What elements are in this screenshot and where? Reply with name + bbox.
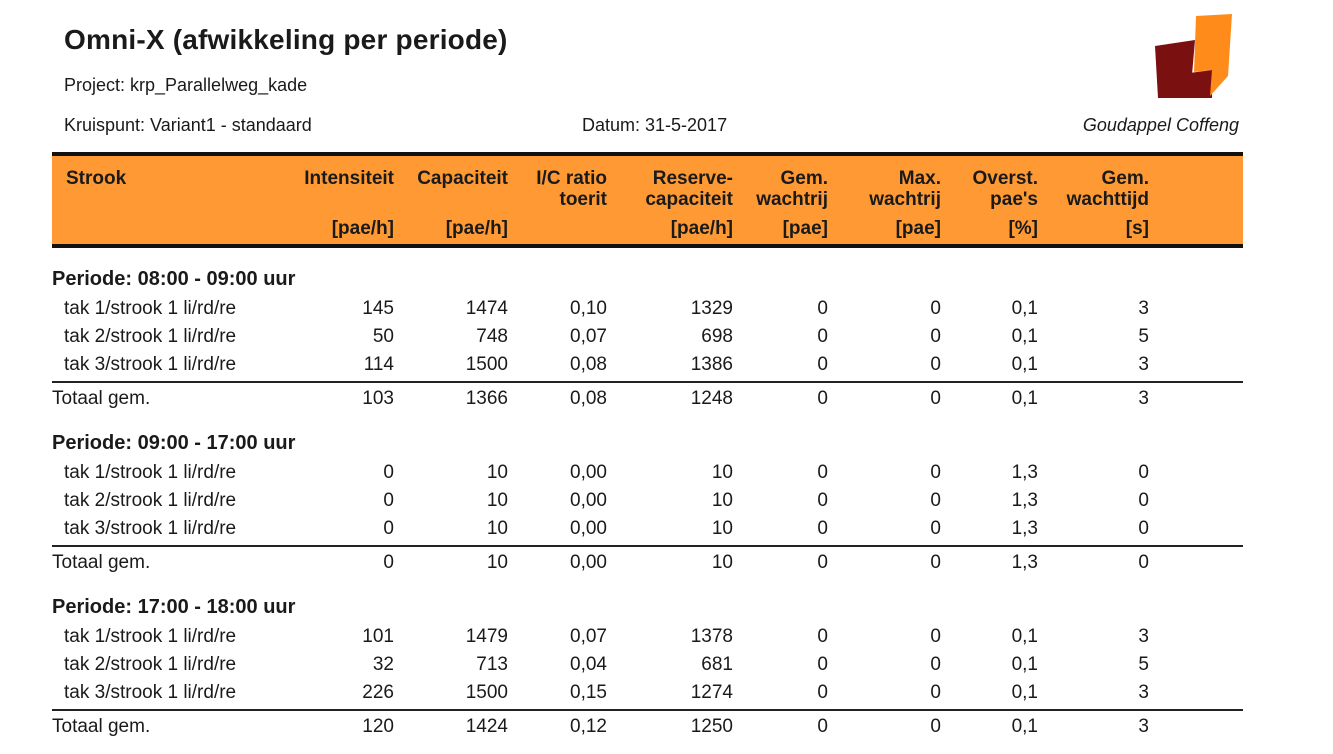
- cell-gem-wachttijd: 3: [1138, 354, 1149, 375]
- company-name: Goudappel Coffeng: [1082, 115, 1239, 135]
- cell-intensiteit: 0: [383, 490, 394, 511]
- kruispunt-label: Kruispunt: Variant1 - standaard: [64, 115, 312, 135]
- cell-intensiteit: 50: [372, 326, 394, 347]
- cell-reserve: 10: [711, 462, 733, 483]
- cell-capaciteit: 1424: [465, 716, 508, 737]
- cell-gem-wachtrij: 0: [817, 716, 828, 737]
- period-heading: Periode: 17:00 - 18:00 uur: [52, 596, 296, 618]
- total-label: Totaal gem.: [52, 716, 151, 737]
- cell-gem-wachtrij: 0: [817, 326, 828, 347]
- cell-reserve: 10: [711, 518, 733, 539]
- cell-gem-wachtrij: 0: [817, 354, 828, 375]
- datum-label: Datum: 31-5-2017: [582, 115, 728, 135]
- table-row: [52, 490, 1243, 516]
- header-gem-wachtrij-unit: [pae]: [782, 218, 828, 239]
- cell-overst: 1,3: [1011, 518, 1038, 539]
- cell-capaciteit: 1366: [465, 388, 508, 409]
- cell-reserve: 681: [701, 654, 733, 675]
- strook-label: tak 1/strook 1 li/rd/re: [64, 462, 237, 483]
- strook-label: tak 1/strook 1 li/rd/re: [64, 298, 237, 319]
- strook-label: tak 3/strook 1 li/rd/re: [64, 354, 237, 375]
- strook-label: tak 1/strook 1 li/rd/re: [64, 626, 237, 647]
- cell-max-wachtrij: 0: [930, 490, 941, 511]
- table-row: [52, 354, 1243, 380]
- total-row: [52, 388, 1243, 414]
- header-gem-wachttijd-unit: [s]: [1125, 218, 1149, 239]
- total-label: Totaal gem.: [52, 388, 151, 409]
- cell-gem-wachtrij: 0: [817, 518, 828, 539]
- cell-max-wachtrij: 0: [930, 654, 941, 675]
- cell-gem-wachttijd: 3: [1138, 626, 1149, 647]
- cell-intensiteit: 145: [362, 298, 394, 319]
- cell-gem-wachtrij: 0: [817, 490, 828, 511]
- cell-gem-wachttijd: 3: [1138, 682, 1149, 703]
- cell-capaciteit: 1479: [465, 626, 508, 647]
- cell-gem-wachttijd: 3: [1138, 298, 1149, 319]
- total-divider: [52, 709, 1243, 711]
- cell-reserve: 10: [711, 490, 733, 511]
- cell-capaciteit: 10: [486, 518, 508, 539]
- cell-reserve: 10: [711, 552, 733, 573]
- cell-overst: 0,1: [1011, 654, 1038, 675]
- cell-capaciteit: 1500: [465, 354, 508, 375]
- header-strook: Strook: [66, 168, 127, 189]
- cell-ic-ratio: 0,00: [570, 552, 607, 573]
- header-intensiteit-unit: [pae/h]: [331, 218, 394, 239]
- cell-ic-ratio: 0,00: [570, 490, 607, 511]
- cell-reserve: 1378: [690, 626, 733, 647]
- strook-label: tak 3/strook 1 li/rd/re: [64, 518, 237, 539]
- strook-label: tak 2/strook 1 li/rd/re: [64, 654, 237, 675]
- cell-reserve: 1386: [690, 354, 733, 375]
- header-overst-unit: [%]: [1008, 218, 1038, 239]
- cell-max-wachtrij: 0: [930, 716, 941, 737]
- header-max-wachtrij-unit: [pae]: [895, 218, 941, 239]
- table-row: [52, 682, 1243, 708]
- cell-gem-wachttijd: 3: [1138, 388, 1149, 409]
- cell-ic-ratio: 0,10: [570, 298, 607, 319]
- cell-intensiteit: 0: [383, 462, 394, 483]
- cell-capaciteit: 10: [486, 552, 508, 573]
- cell-reserve: 698: [701, 326, 733, 347]
- cell-intensiteit: 226: [362, 682, 394, 703]
- cell-ic-ratio: 0,08: [570, 388, 607, 409]
- cell-gem-wachttijd: 0: [1138, 462, 1149, 483]
- cell-capaciteit: 1474: [465, 298, 508, 319]
- cell-gem-wachtrij: 0: [817, 654, 828, 675]
- total-row: [52, 552, 1243, 578]
- header-capaciteit: Capaciteit: [417, 168, 508, 189]
- table-row: [52, 654, 1243, 680]
- total-row: [52, 716, 1243, 742]
- cell-overst: 0,1: [1011, 326, 1038, 347]
- table-row: [52, 326, 1243, 352]
- cell-capaciteit: 10: [486, 462, 508, 483]
- cell-capaciteit: 748: [476, 326, 508, 347]
- goudappel-coffeng-logo: [1150, 12, 1240, 102]
- cell-intensiteit: 103: [362, 388, 394, 409]
- cell-max-wachtrij: 0: [930, 518, 941, 539]
- table-header: [52, 152, 1243, 248]
- cell-intensiteit: 114: [363, 354, 394, 375]
- cell-reserve: 1329: [690, 298, 733, 319]
- table-row: [52, 462, 1243, 488]
- cell-overst: 0,1: [1011, 298, 1038, 319]
- table-row: [52, 626, 1243, 652]
- strook-label: tak 3/strook 1 li/rd/re: [64, 682, 237, 703]
- cell-max-wachtrij: 0: [930, 298, 941, 319]
- cell-overst: 0,1: [1011, 716, 1038, 737]
- cell-ic-ratio: 0,00: [570, 462, 607, 483]
- cell-overst: 0,1: [1011, 682, 1038, 703]
- cell-ic-ratio: 0,08: [570, 354, 607, 375]
- header-gem-wachttijd: Gem. wachttijd: [1066, 168, 1149, 210]
- cell-gem-wachttijd: 0: [1138, 552, 1149, 573]
- cell-gem-wachtrij: 0: [817, 462, 828, 483]
- period-heading: Periode: 08:00 - 09:00 uur: [52, 268, 296, 290]
- cell-intensiteit: 0: [383, 552, 394, 573]
- cell-gem-wachtrij: 0: [817, 626, 828, 647]
- cell-ic-ratio: 0,15: [570, 682, 607, 703]
- table-row: [52, 298, 1243, 324]
- cell-capaciteit: 1500: [465, 682, 508, 703]
- cell-intensiteit: 120: [362, 716, 394, 737]
- header-intensiteit: Intensiteit: [304, 168, 394, 189]
- cell-gem-wachtrij: 0: [817, 388, 828, 409]
- cell-max-wachtrij: 0: [930, 354, 941, 375]
- cell-max-wachtrij: 0: [930, 682, 941, 703]
- cell-capaciteit: 713: [476, 654, 508, 675]
- cell-max-wachtrij: 0: [930, 462, 941, 483]
- header-ic-ratio: I/C ratio toerit: [536, 168, 607, 210]
- cell-overst: 1,3: [1011, 490, 1038, 511]
- page-title: Omni-X (afwikkeling per periode): [64, 24, 508, 55]
- header-max-wachtrij: Max. wachtrij: [869, 168, 941, 210]
- cell-reserve: 1250: [690, 716, 733, 737]
- cell-intensiteit: 101: [362, 626, 394, 647]
- header-overst: Overst. pae's: [972, 168, 1038, 210]
- cell-max-wachtrij: 0: [930, 626, 941, 647]
- cell-ic-ratio: 0,12: [570, 716, 607, 737]
- cell-gem-wachtrij: 0: [817, 552, 828, 573]
- cell-gem-wachtrij: 0: [817, 682, 828, 703]
- cell-ic-ratio: 0,07: [570, 626, 607, 647]
- cell-gem-wachttijd: 5: [1138, 654, 1149, 675]
- cell-overst: 0,1: [1011, 388, 1038, 409]
- cell-max-wachtrij: 0: [930, 552, 941, 573]
- total-divider: [52, 381, 1243, 383]
- cell-intensiteit: 0: [383, 518, 394, 539]
- cell-gem-wachttijd: 5: [1138, 326, 1149, 347]
- strook-label: tak 2/strook 1 li/rd/re: [64, 490, 237, 511]
- strook-label: tak 2/strook 1 li/rd/re: [64, 326, 237, 347]
- cell-reserve: 1248: [690, 388, 733, 409]
- cell-overst: 1,3: [1011, 552, 1038, 573]
- cell-overst: 0,1: [1011, 354, 1038, 375]
- header-capaciteit-unit: [pae/h]: [445, 218, 508, 239]
- table-row: [52, 518, 1243, 544]
- header-reserve: Reserve- capaciteit: [645, 168, 733, 210]
- cell-capaciteit: 10: [486, 490, 508, 511]
- cell-gem-wachttijd: 0: [1138, 490, 1149, 511]
- cell-max-wachtrij: 0: [930, 326, 941, 347]
- cell-ic-ratio: 0,07: [570, 326, 607, 347]
- cell-overst: 1,3: [1011, 462, 1038, 483]
- cell-intensiteit: 32: [372, 654, 394, 675]
- cell-overst: 0,1: [1011, 626, 1038, 647]
- header-reserve-unit: [pae/h]: [670, 218, 733, 239]
- period-heading: Periode: 09:00 - 17:00 uur: [52, 432, 296, 454]
- total-divider: [52, 545, 1243, 547]
- header-gem-wachtrij: Gem. wachtrij: [756, 168, 828, 210]
- cell-gem-wachttijd: 3: [1138, 716, 1149, 737]
- project-label: Project: krp_Parallelweg_kade: [64, 75, 308, 95]
- cell-gem-wachtrij: 0: [817, 298, 828, 319]
- cell-ic-ratio: 0,04: [570, 654, 607, 675]
- cell-gem-wachttijd: 0: [1138, 518, 1149, 539]
- cell-reserve: 1274: [690, 682, 733, 703]
- total-label: Totaal gem.: [52, 552, 151, 573]
- cell-ic-ratio: 0,00: [570, 518, 607, 539]
- cell-max-wachtrij: 0: [930, 388, 941, 409]
